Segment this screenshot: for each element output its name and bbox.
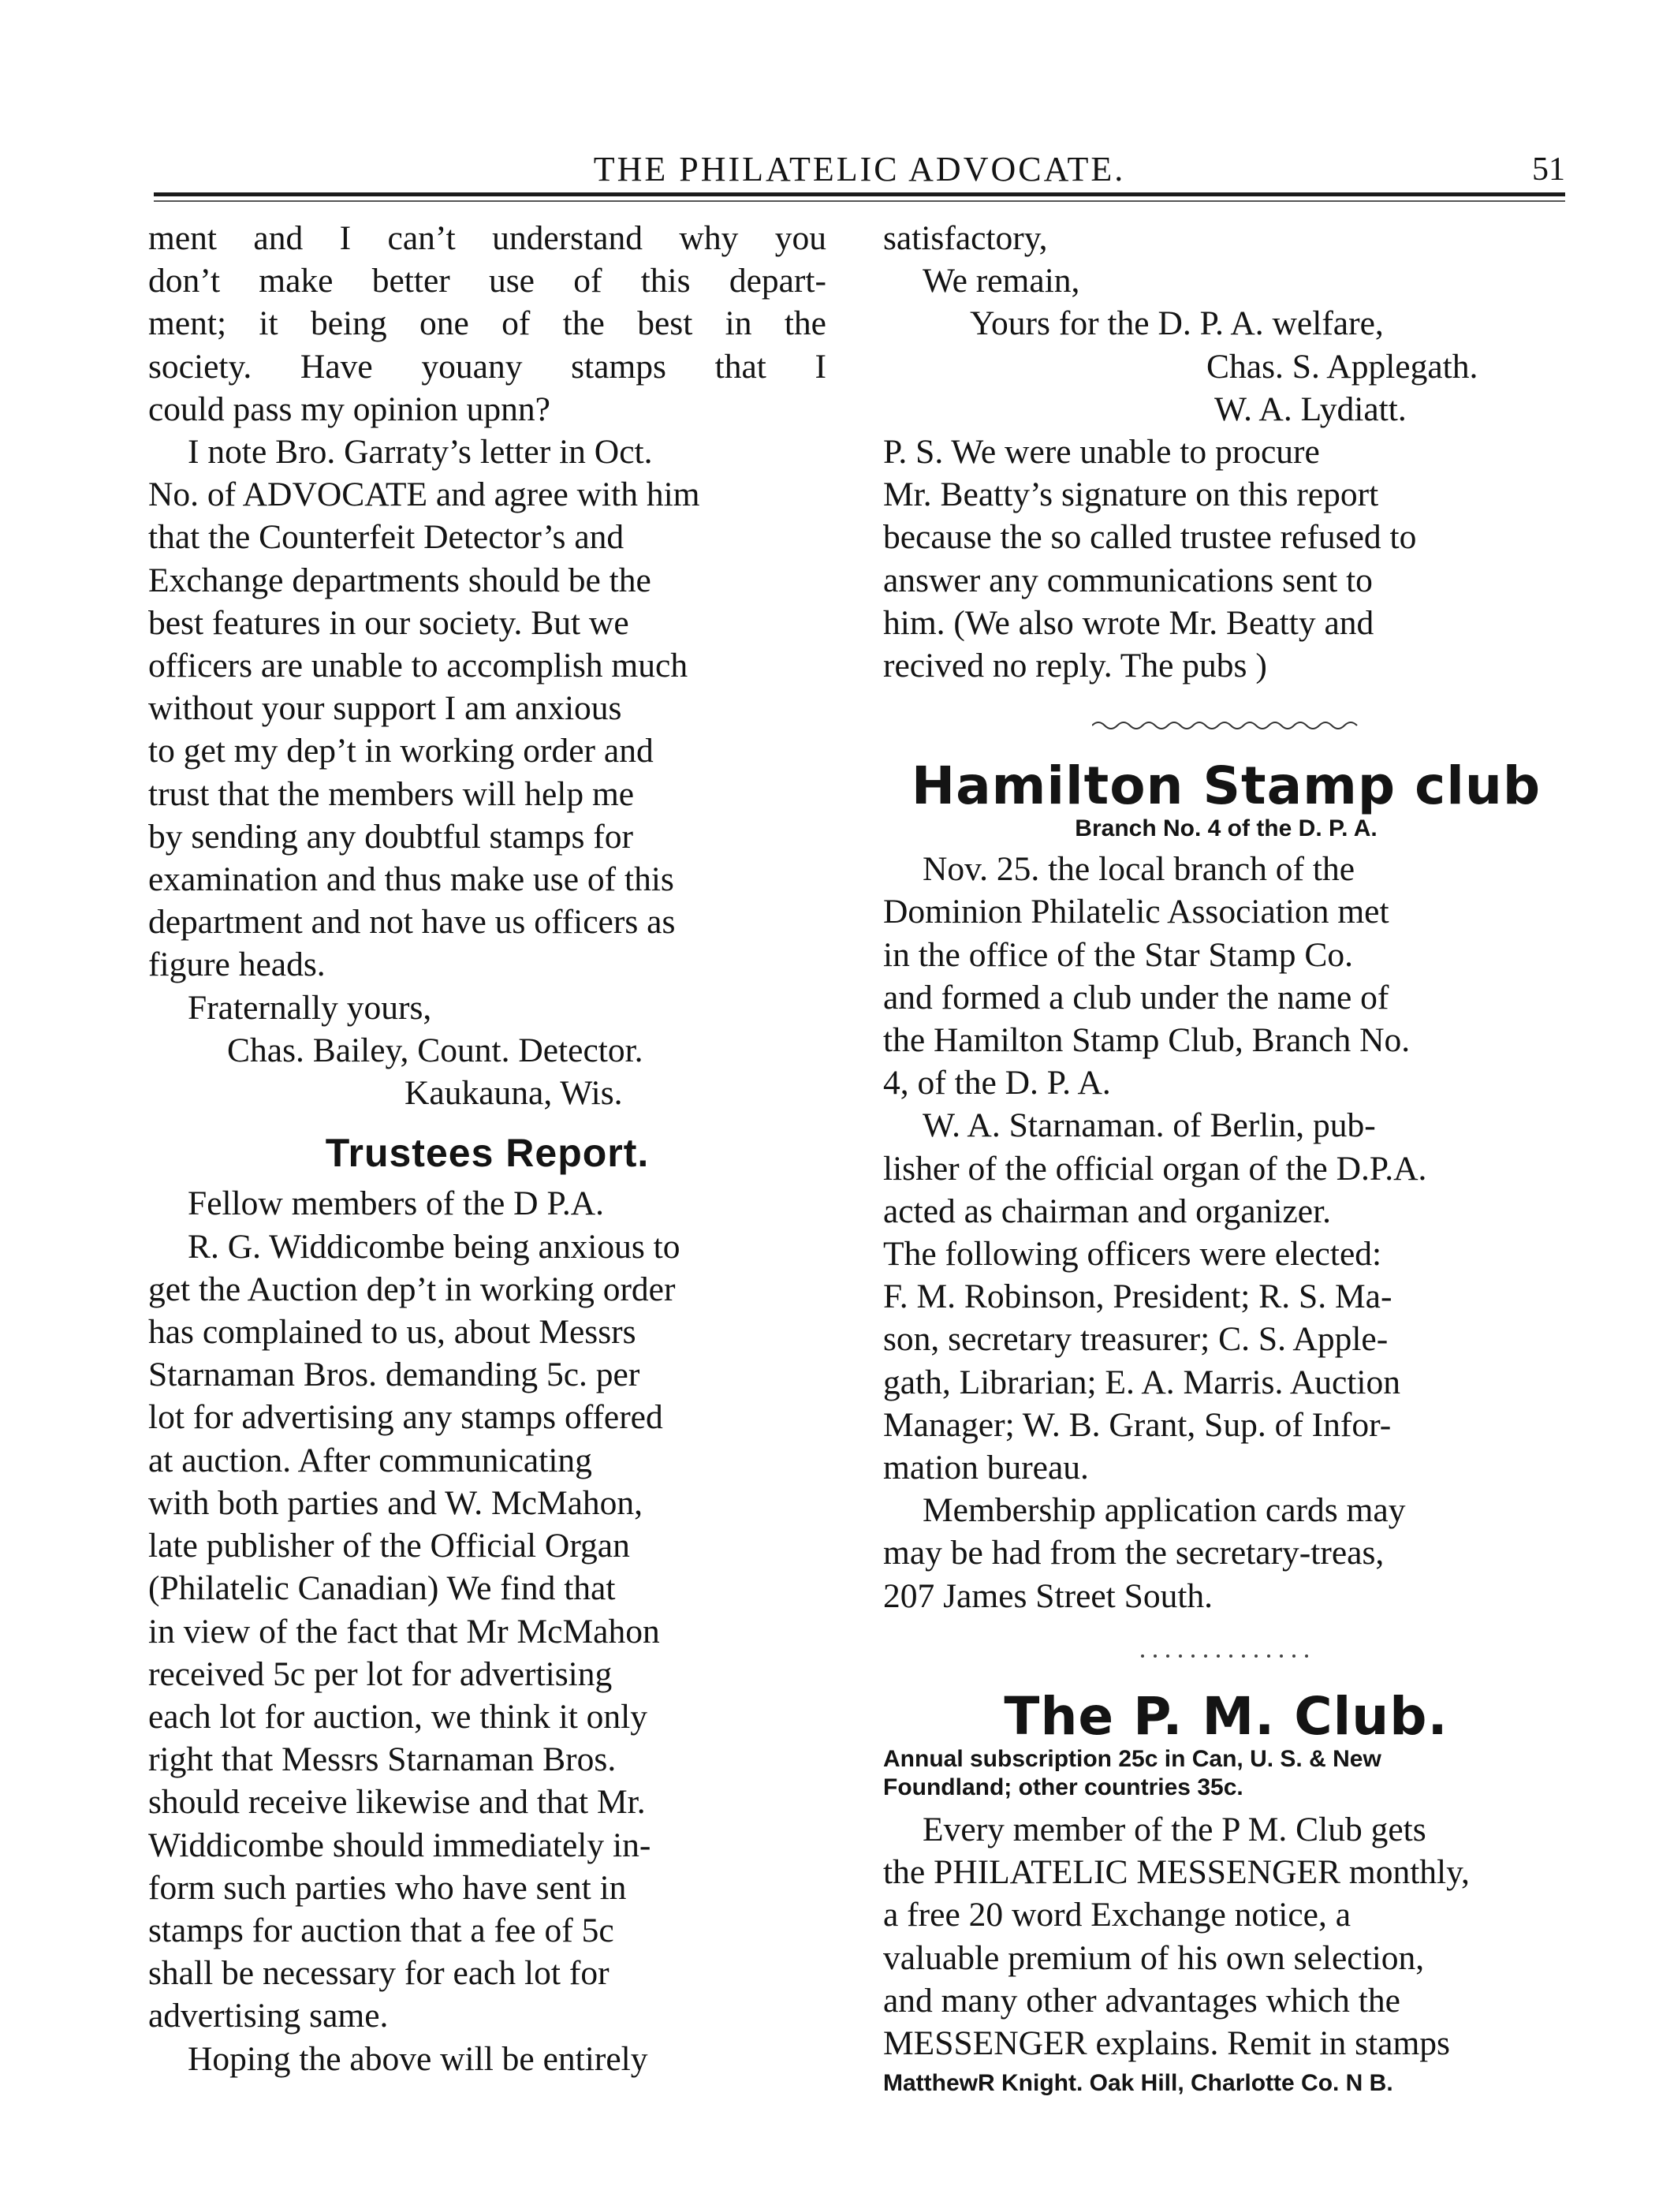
text-line: recived no reply. The pubs )	[883, 647, 1267, 685]
text-line: has complained to us, about Messrs	[148, 1313, 636, 1352]
text-line: and formed a club under the name of	[883, 978, 1389, 1016]
signature-name: Chas. Bailey, Count. Detector.	[227, 1031, 643, 1069]
yours-for: Yours for the D. P. A. welfare,	[970, 304, 1384, 343]
text-line: get the Auction dep’t in working order	[148, 1270, 676, 1308]
text-line: No. of ADVOCATE and agree with him	[148, 476, 700, 514]
trustees-continued: satisfactory,	[883, 219, 1048, 257]
text-line: advertising same.	[148, 1997, 389, 2035]
hamilton-paragraph-1	[883, 848, 1569, 1104]
dotted-divider	[883, 1635, 1569, 1674]
text-line: ment; it being one of the best in the	[148, 304, 826, 343]
text-line: department and not have us officers as	[148, 903, 676, 942]
text-line: Starnaman Bros. demanding 5c. per	[148, 1356, 640, 1394]
text-line: figure heads.	[148, 946, 326, 984]
text-line: in view of the fact that Mr McMahon	[148, 1612, 660, 1651]
pm-club-body	[883, 1808, 1569, 2065]
text-line: that the Counterfeit Detector’s and	[148, 518, 624, 557]
text-line: best features in our society. But we	[148, 603, 629, 642]
text-line: form such parties who have sent in	[148, 1868, 627, 1907]
text-line: W. A. Starnaman. of Berlin, pub-	[923, 1106, 1376, 1145]
text-line: lot for advertising any stamps offered	[148, 1398, 663, 1437]
text-line: Every member of the P M. Club gets	[923, 1810, 1426, 1848]
publication-title: THE PHILATELIC ADVOCATE.	[593, 150, 1126, 188]
text-line: The following officers were elected:	[883, 1235, 1382, 1274]
wavy-divider-icon	[1092, 718, 1360, 733]
hamilton-subhead: Branch No. 4 of the D. P. A.	[1075, 815, 1378, 842]
header-rule	[154, 192, 1565, 196]
text-line: (Philatelic Canadian) We find that	[148, 1569, 616, 1608]
pm-subscription	[883, 1745, 1569, 1802]
text-line: Annual subscription 25c in Can, U. S. & New	[883, 1745, 1381, 1772]
text-line: answer any communications sent to	[883, 561, 1373, 599]
text-line: trust that the members will help me	[148, 774, 635, 813]
text-line: Widdicombe should immediately in-	[148, 1826, 651, 1864]
letter-paragraph	[148, 431, 826, 987]
text-line: I note Bro. Garraty’s letter in Oct.	[188, 433, 653, 472]
text-line: a free 20 word Exchange notice, a	[883, 1896, 1351, 1934]
signer-applegath: Chas. S. Applegath.	[1206, 347, 1478, 386]
trustees-report-heading: Trustees Report.	[325, 1131, 650, 1176]
text-line: examination and thus make use of this	[148, 860, 674, 899]
wavy-divider	[883, 704, 1569, 744]
text-line: stamps for auction that a fee of 5c	[148, 1911, 614, 1949]
text-line: 207 James Street South.	[883, 1576, 1213, 1615]
trustees-salutation: Fellow members of the D P.A.	[188, 1184, 604, 1223]
we-remain: We remain,	[923, 262, 1080, 300]
closing: Fraternally yours,	[188, 988, 432, 1027]
left-column	[148, 217, 826, 2080]
trustees-body	[148, 1225, 826, 2038]
text-line: him. (We also wrote Mr. Beatty and	[883, 603, 1374, 642]
pm-club-heading: The P. M. Club.	[1004, 1685, 1448, 1747]
text-line: late publisher of the Official Organ	[148, 1527, 630, 1565]
text-line: society. Have youany stamps that I	[148, 347, 826, 386]
text-line: officers are unable to accomplish much	[148, 647, 688, 685]
text-line: each lot for auction, we think it only	[148, 1697, 648, 1736]
text-line: shall be necessary for each lot for	[148, 1954, 610, 1993]
text-line: Manager; W. B. Grant, Sup. of Infor-	[883, 1405, 1392, 1444]
text-line: 4, of the D. P. A.	[883, 1064, 1111, 1102]
text-line: right that Messrs Starnaman Bros.	[148, 1740, 617, 1779]
trustees-hoping: Hoping the above will be entirely	[188, 2039, 648, 2078]
text-line: mation bureau.	[883, 1449, 1089, 1487]
text-line: may be had from the secretary-treas,	[883, 1534, 1385, 1572]
right-column	[883, 217, 1569, 2099]
text-line: could pass my opinion upnn?	[148, 390, 550, 428]
hamilton-heading: Hamilton Stamp club	[911, 755, 1542, 817]
header-rule-thin	[154, 200, 1565, 202]
text-line: valuable premium of his own selection,	[883, 1938, 1425, 1977]
text-line: F. M. Robinson, President; R. S. Ma-	[883, 1278, 1392, 1316]
text-line: at auction. After communicating	[148, 1441, 592, 1479]
text-line: son, secretary treasurer; C. S. Apple-	[883, 1320, 1389, 1359]
text-line: because the so called trustee refused to	[883, 518, 1417, 557]
text-line: should receive likewise and that Mr.	[148, 1783, 646, 1822]
dotted-divider-icon	[1139, 1651, 1313, 1661]
text-line: the Hamilton Stamp Club, Branch No.	[883, 1021, 1411, 1060]
text-line: Exchange departments should be the	[148, 561, 651, 599]
text-line: don’t make better use of this depart-	[148, 262, 826, 300]
text-line: and many other advantages which the	[883, 1981, 1400, 2020]
text-line: with both parties and W. McMahon,	[148, 1483, 643, 1522]
page-number: 51	[1532, 151, 1565, 188]
hamilton-paragraph-2	[883, 1104, 1569, 1489]
postscript	[883, 431, 1569, 687]
text-line: ment and I can’t understand why you	[148, 219, 826, 257]
signer-lydiatt: W. A. Lydiatt.	[1214, 390, 1407, 428]
text-line: without your support I am anxious	[148, 689, 622, 728]
text-line: P. S. We were unable to procure	[883, 433, 1320, 472]
text-line: Membership application cards may	[923, 1491, 1406, 1530]
text-line: by sending any doubtful stamps for	[148, 817, 633, 856]
text-line: gath, Librarian; E. A. Marris. Auction	[883, 1363, 1400, 1401]
text-line: Mr. Beatty’s signature on this report	[883, 476, 1379, 514]
text-line: acted as chairman and organizer.	[883, 1192, 1332, 1230]
hamilton-paragraph-3	[883, 1489, 1569, 1617]
running-header	[154, 146, 1565, 193]
text-line: in the office of the Star Stamp Co.	[883, 935, 1354, 974]
text-line: Dominion Philatelic Association met	[883, 893, 1389, 931]
pm-club-address: MatthewR Knight. Oak Hill, Charlotte Co. N B.	[883, 2070, 1393, 2097]
letter-continued	[148, 217, 826, 431]
text-line: MESSENGER explains. Remit in stamps	[883, 2024, 1450, 2062]
text-line: Nov. 25. the local branch of the	[923, 850, 1355, 889]
signature-place: Kaukauna, Wis.	[404, 1074, 623, 1113]
text-line: to get my dep’t in working order and	[148, 732, 654, 770]
text-line: the PHILATELIC MESSENGER monthly,	[883, 1853, 1470, 1892]
text-line: lisher of the official organ of the D.P.A.	[883, 1149, 1427, 1188]
text-line: R. G. Widdicombe being anxious to	[188, 1227, 680, 1266]
text-line: received 5c per lot for advertising	[148, 1654, 613, 1693]
text-line: Foundland; other countries 35c.	[883, 1774, 1243, 1800]
